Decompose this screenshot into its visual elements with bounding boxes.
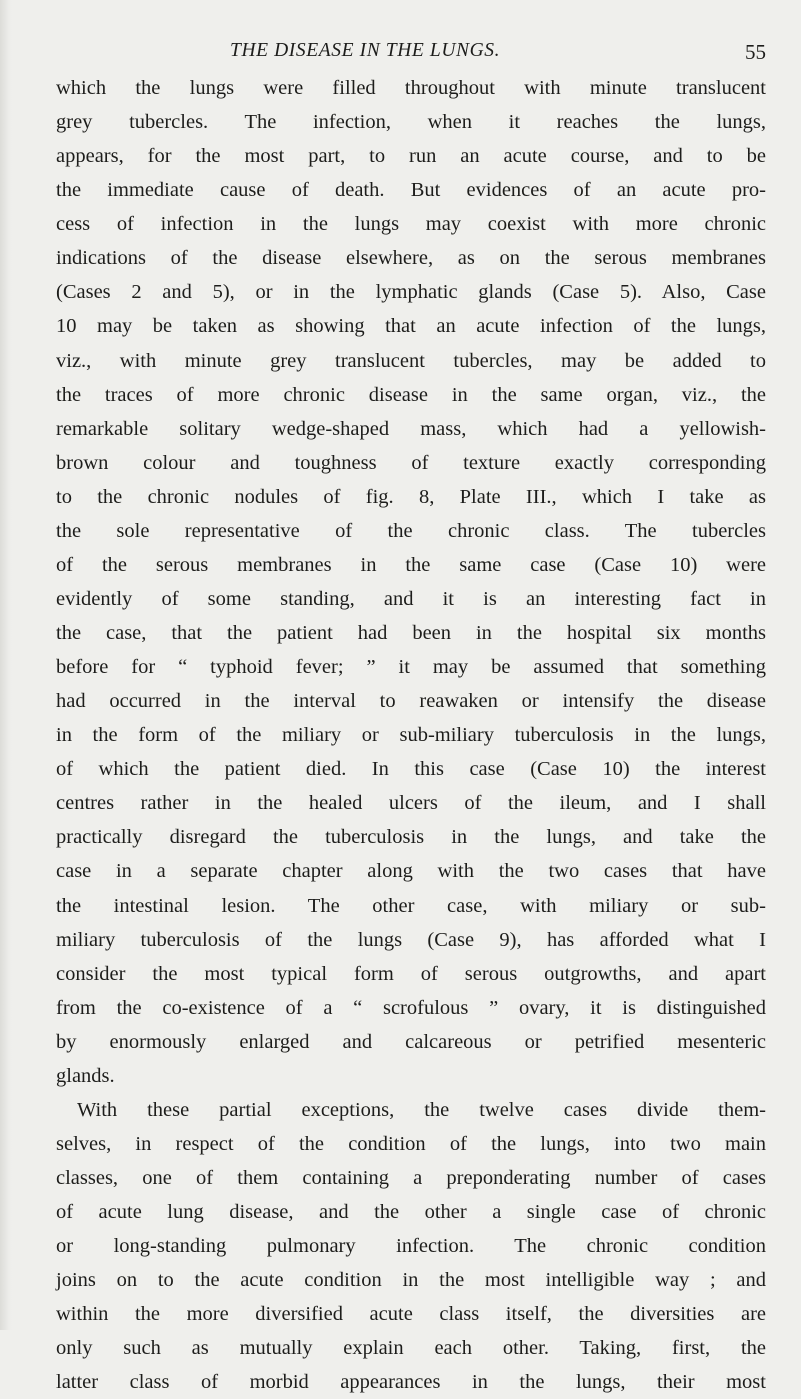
paragraph [56, 71, 766, 1093]
paragraph [56, 1093, 766, 1399]
running-title: THE DISEASE IN THE LUNGS. [230, 40, 501, 61]
body-text [56, 71, 766, 1399]
text-line: brown colour and toughness of texture exactly corresponding [56, 451, 766, 474]
running-head [56, 40, 766, 70]
text-line: With these partial exceptions, the twelve cases divide them- [77, 1098, 766, 1121]
text-line: joins on to the acute condition in the most intelligible way ; and [56, 1269, 766, 1292]
text-line: or long-standing pulmonary infection. The chronic condition [56, 1235, 766, 1258]
text-line: the traces of more chronic disease in the same organ, viz., the [56, 383, 766, 406]
text-line: the intestinal lesion. The other case, with miliary or sub- [56, 894, 766, 917]
text-line: glands. [56, 1064, 115, 1087]
text-line: appears, for the most part, to run an acute course, and to be [56, 145, 766, 168]
text-line: classes, one of them containing a preponderating number of cases [56, 1167, 766, 1189]
text-line: miliary tuberculosis of the lungs (Case 9), has afforded what I [56, 928, 766, 951]
text-line: before for “ typhoid fever; ” it may be assumed that something [56, 656, 766, 679]
text-line: remarkable solitary wedge-shaped mass, which had a yellowish- [56, 417, 766, 440]
text-line: by enormously enlarged and calcareous or petrified mesenteric [56, 1030, 766, 1053]
text-line: viz., with minute grey translucent tubercles, may be added to [56, 349, 766, 372]
text-line: from the co-existence of a “ scrofulous ” ovary, it is distinguished [56, 996, 766, 1019]
text-line: which the lungs were filled throughout with minute translucent [56, 77, 766, 99]
text-line: indications of the disease elsewhere, as on the serous membranes [56, 247, 766, 270]
page-edge-shadow [0, 0, 12, 1330]
text-line: to the chronic nodules of fig. 8, Plate III., which I take as [56, 485, 766, 508]
text-line: had occurred in the interval to reawaken or intensify the disease [56, 690, 766, 713]
text-line: within the more diversified acute class itself, the diversities are [56, 1303, 766, 1326]
text-line: only such as mutually explain each other. Taking, first, the [56, 1337, 766, 1360]
text-line: (Cases 2 and 5), or in the lymphatic glands (Case 5). Also, Case [56, 281, 766, 304]
text-line: the case, that the patient had been in the hospital six months [56, 622, 766, 644]
text-line: of which the patient died. In this case (Case 10) the interest [56, 758, 766, 781]
text-line: centres rather in the healed ulcers of the ileum, and I shall [56, 792, 766, 815]
text-line: evidently of some standing, and it is an interesting fact in [56, 587, 766, 610]
text-line: latter class of morbid appearances in the lungs, their most [56, 1371, 766, 1394]
text-line: consider the most typical form of serous outgrowths, and apart [56, 962, 766, 985]
text-line: grey tubercles. The infection, when it reaches the lungs, [56, 111, 766, 134]
text-line: of acute lung disease, and the other a single case of chronic [56, 1201, 766, 1224]
page-number: 55 [745, 40, 766, 64]
text-line: cess of infection in the lungs may coexist with more chronic [56, 213, 766, 236]
text-line: case in a separate chapter along with the two cases that have [56, 860, 766, 883]
text-line: selves, in respect of the condition of the lungs, into two main [56, 1132, 766, 1155]
text-line: in the form of the miliary or sub-miliary tuberculosis in the lungs, [56, 724, 766, 747]
text-line: the immediate cause of death. But evidences of an acute pro- [56, 179, 766, 202]
text-line: practically disregard the tuberculosis in the lungs, and take the [56, 826, 766, 849]
text-line: the sole representative of the chronic class. The tubercles [56, 519, 766, 542]
text-line: 10 may be taken as showing that an acute infection of the lungs, [56, 315, 766, 338]
text-line: of the serous membranes in the same case (Case 10) were [56, 553, 766, 576]
